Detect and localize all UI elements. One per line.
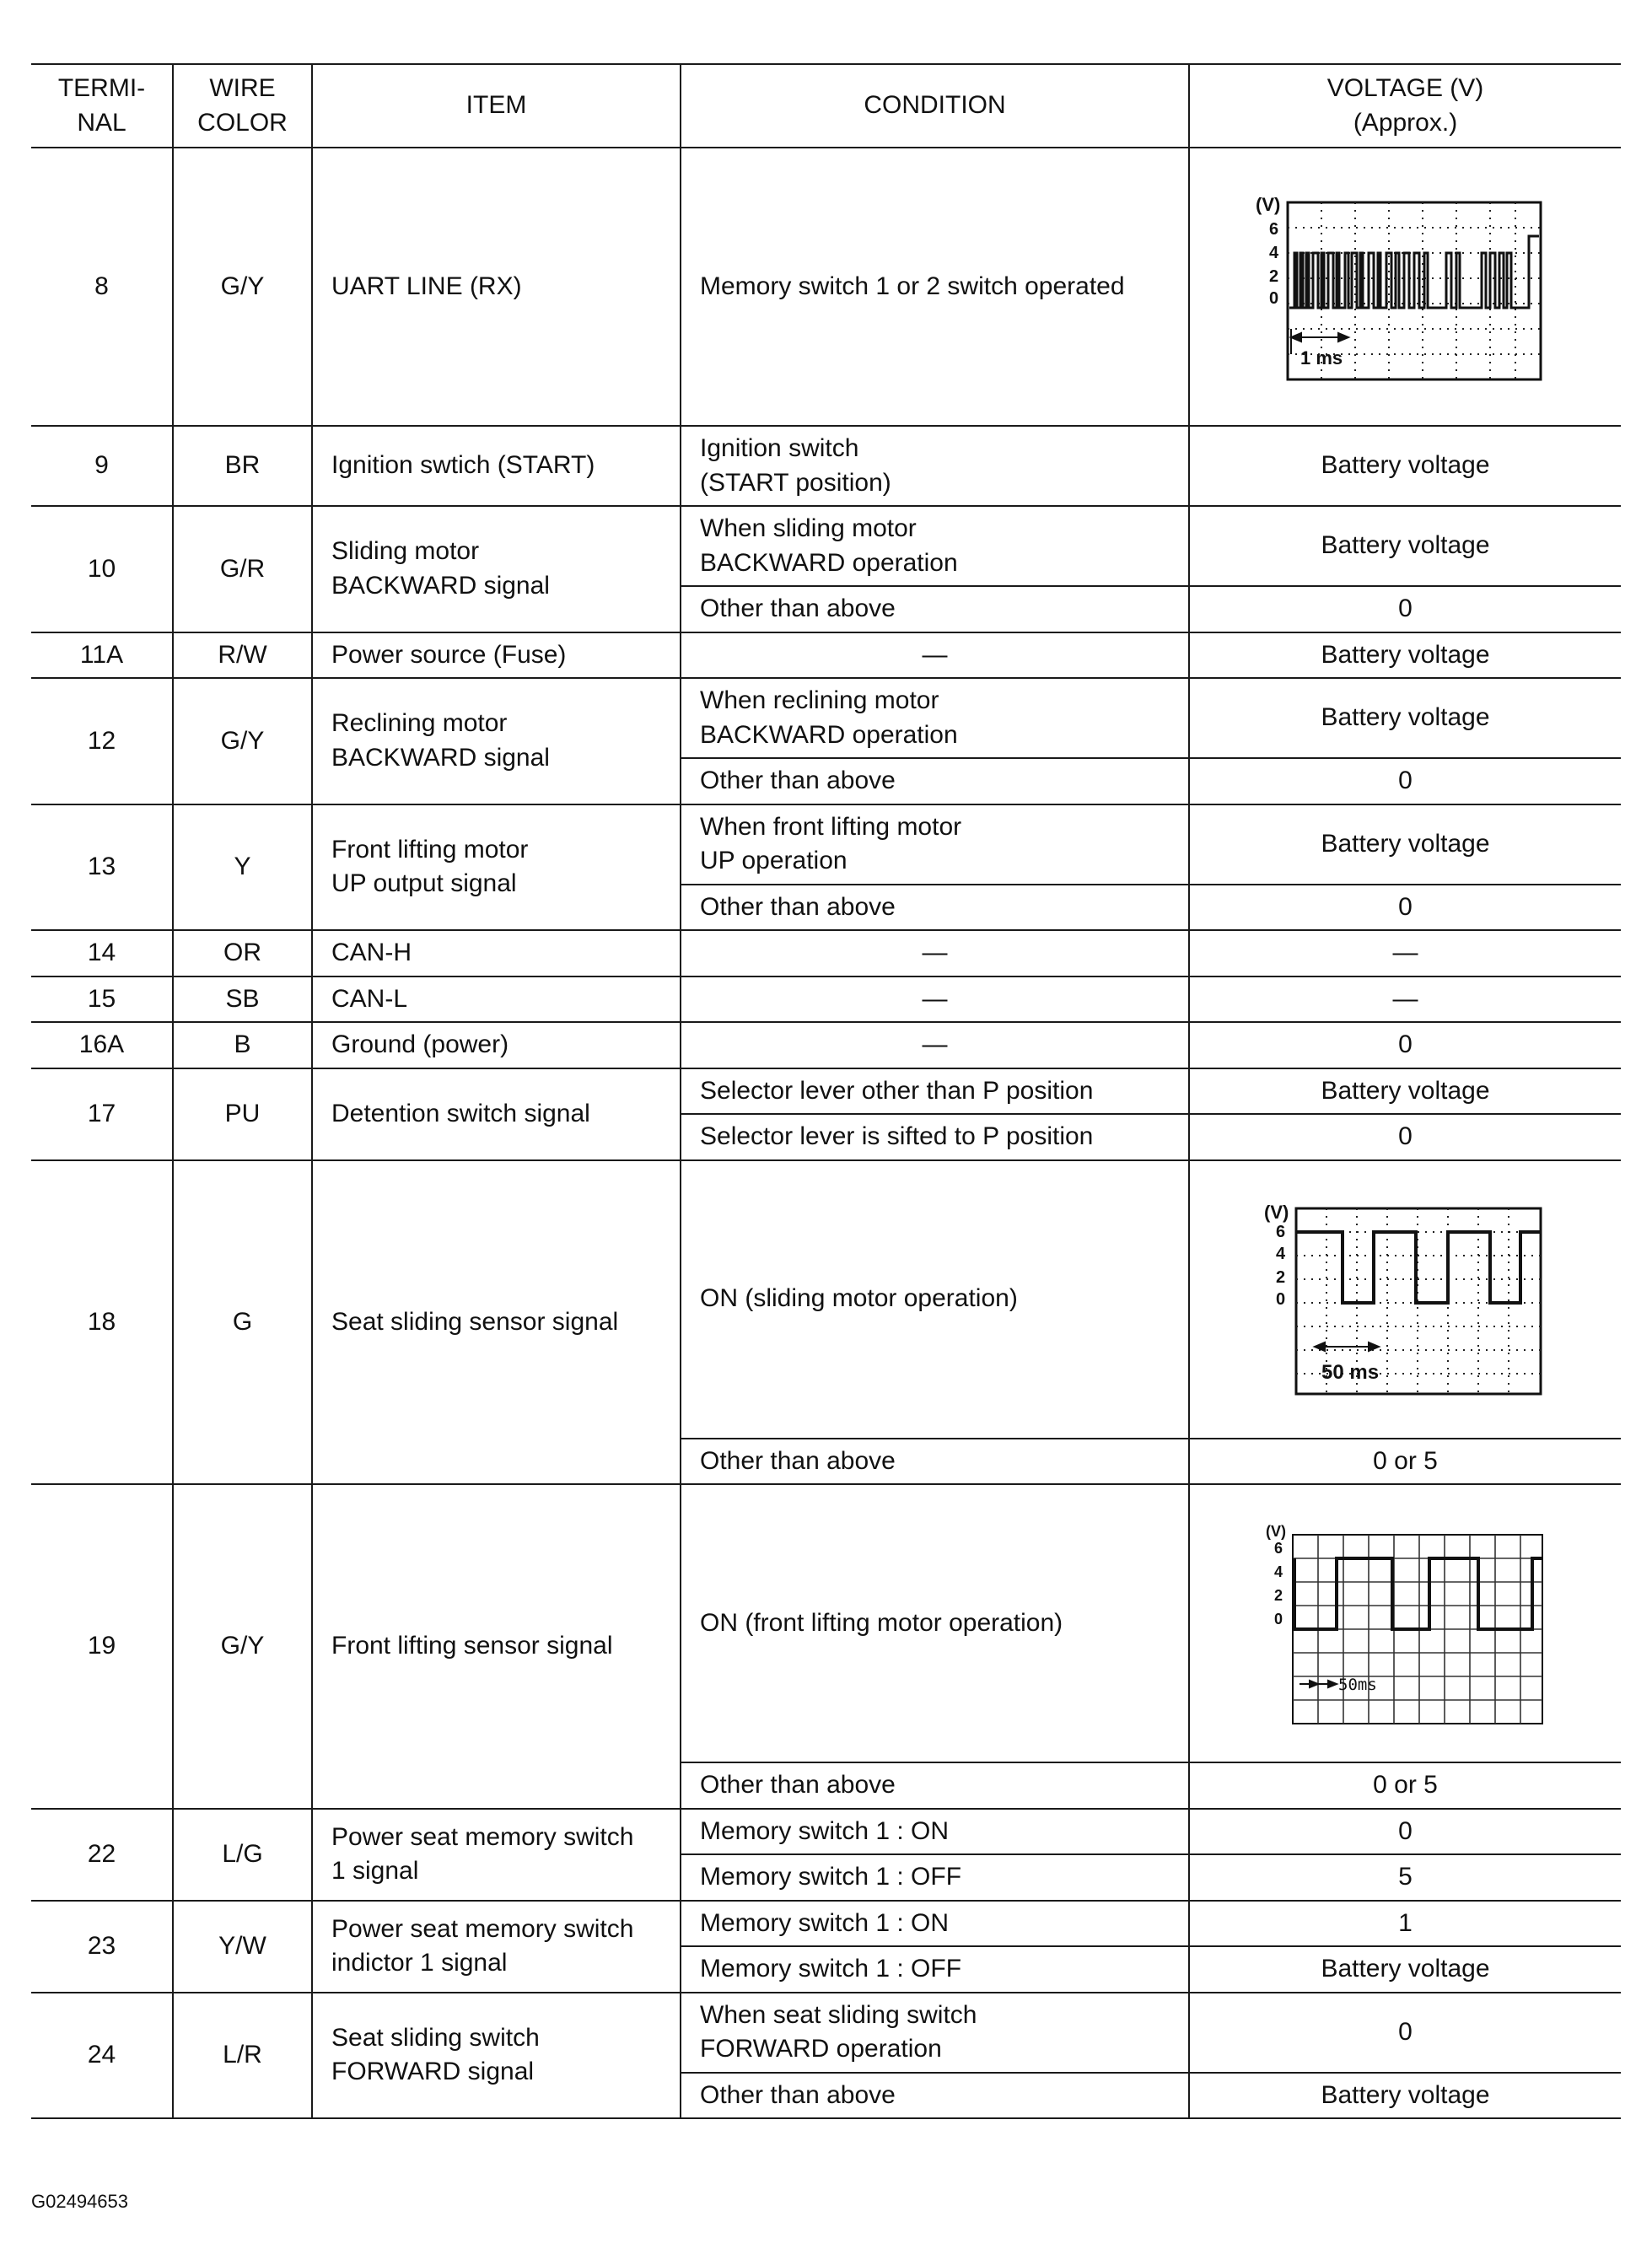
- voltage-cell: 0: [1189, 1114, 1621, 1160]
- scope-tick-0: 0: [1268, 289, 1278, 308]
- voltage-cell: [1189, 1484, 1621, 1762]
- wire-color-cell: G/R: [173, 506, 312, 632]
- wire-color-cell: L/G: [173, 1809, 312, 1901]
- terminal-cell: 9: [31, 426, 173, 506]
- item-cell: Power seat memory switch indictor 1 signal: [312, 1901, 681, 1993]
- table-row: [31, 506, 1621, 586]
- voltage-cell: Battery voltage: [1189, 2073, 1621, 2119]
- condition-cell: Other than above: [681, 586, 1189, 632]
- condition-cell: ON (sliding motor operation): [681, 1160, 1189, 1439]
- voltage-cell: Battery voltage: [1189, 804, 1621, 885]
- scope-tick-6: 6: [1268, 220, 1278, 239]
- terminal-cell: 8: [31, 148, 173, 426]
- voltage-cell: 0: [1189, 1993, 1621, 2073]
- voltage-cell: Battery voltage: [1189, 1946, 1621, 1993]
- scope-time-marker: [1315, 1342, 1379, 1351]
- scope-tick-2: 2: [1273, 1587, 1283, 1604]
- wire-color-cell: G/Y: [173, 678, 312, 804]
- wire-color-cell: B: [173, 1022, 312, 1068]
- table-row: [31, 1022, 1621, 1068]
- header-condition: CONDITION: [681, 64, 1189, 148]
- voltage-cell: Battery voltage: [1189, 678, 1621, 758]
- condition-cell: —: [681, 1022, 1189, 1068]
- scope-tick-4: 4: [1268, 244, 1278, 262]
- item-cell: CAN-H: [312, 930, 681, 976]
- table-row: [31, 1068, 1621, 1115]
- voltage-cell: [1189, 1160, 1621, 1439]
- voltage-cell: 0: [1189, 758, 1621, 804]
- scope-tick-2: 2: [1268, 267, 1278, 286]
- wire-color-cell: PU: [173, 1068, 312, 1160]
- item-cell: Ignition swtich (START): [312, 426, 681, 506]
- scope-unit-label: (V): [1263, 1201, 1289, 1223]
- scope-time-label: 50 ms: [1321, 1360, 1379, 1384]
- scope-tick-6: 6: [1275, 1222, 1285, 1241]
- lifting-sensor-scope: [1262, 1518, 1549, 1729]
- condition-cell: Other than above: [681, 2073, 1189, 2119]
- condition-cell: —: [681, 976, 1189, 1023]
- wire-color-cell: BR: [173, 426, 312, 506]
- scope-time-label: 1 ms: [1300, 347, 1343, 369]
- terminal-cell: 23: [31, 1901, 173, 1993]
- voltage-cell: 0: [1189, 1022, 1621, 1068]
- voltage-cell: —: [1189, 930, 1621, 976]
- sliding-sensor-scope: [1262, 1198, 1549, 1401]
- condition-cell: Memory switch 1 : OFF: [681, 1946, 1189, 1993]
- condition-cell: Memory switch 1 : ON: [681, 1809, 1189, 1855]
- table-row: [31, 1160, 1621, 1439]
- table-row: [31, 632, 1621, 679]
- item-cell: Seat sliding sensor signal: [312, 1160, 681, 1485]
- condition-cell: Memory switch 1 or 2 switch operated: [681, 148, 1189, 426]
- voltage-cell: 0: [1189, 1809, 1621, 1855]
- item-cell: Seat sliding switch FORWARD signal: [312, 1993, 681, 2119]
- header-voltage: VOLTAGE (V) (Approx.): [1189, 64, 1621, 148]
- item-cell: Power seat memory switch 1 signal: [312, 1809, 681, 1901]
- scope-tick-2: 2: [1275, 1267, 1285, 1287]
- terminal-cell: 15: [31, 976, 173, 1023]
- terminal-cell: 18: [31, 1160, 173, 1485]
- table-row: [31, 976, 1621, 1023]
- scope-tick-4: 4: [1275, 1244, 1285, 1263]
- table-row: [31, 930, 1621, 976]
- scope-tick-0: 0: [1273, 1611, 1283, 1627]
- condition-cell: ON (front lifting motor operation): [681, 1484, 1189, 1762]
- item-cell: Front lifting motor UP output signal: [312, 804, 681, 931]
- condition-cell: When seat sliding switch FORWARD operation: [681, 1993, 1189, 2073]
- condition-cell: Memory switch 1 : OFF: [681, 1854, 1189, 1901]
- item-cell: Power source (Fuse): [312, 632, 681, 679]
- terminal-cell: 19: [31, 1484, 173, 1809]
- terminal-cell: 13: [31, 804, 173, 931]
- figure-code: G02494653: [31, 2191, 128, 2212]
- item-cell: Ground (power): [312, 1022, 681, 1068]
- header-row: [31, 64, 1621, 148]
- table-row: [31, 426, 1621, 506]
- scope-unit-label: (V): [1255, 194, 1280, 215]
- condition-cell: Other than above: [681, 1762, 1189, 1809]
- terminal-cell: 14: [31, 930, 173, 976]
- terminal-cell: 10: [31, 506, 173, 632]
- condition-cell: Memory switch 1 : ON: [681, 1901, 1189, 1947]
- terminal-voltage-table: [31, 63, 1621, 2119]
- scope-tick-0: 0: [1275, 1289, 1285, 1309]
- table-row: [31, 678, 1621, 758]
- uart-waveform-trace: [1289, 236, 1539, 308]
- condition-cell: Ignition switch (START position): [681, 426, 1189, 506]
- item-cell: CAN-L: [312, 976, 681, 1023]
- wire-color-cell: L/R: [173, 1993, 312, 2119]
- voltage-cell: [1189, 148, 1621, 426]
- scope-tick-4: 4: [1273, 1563, 1283, 1580]
- scope-unit-label: (V): [1265, 1523, 1286, 1540]
- voltage-cell: —: [1189, 976, 1621, 1023]
- table-row: [31, 1809, 1621, 1855]
- condition-cell: When reclining motor BACKWARD operation: [681, 678, 1189, 758]
- lifting-sensor-trace: [1294, 1558, 1542, 1629]
- condition-cell: —: [681, 632, 1189, 679]
- table-row: [31, 1484, 1621, 1762]
- condition-cell: When sliding motor BACKWARD operation: [681, 506, 1189, 586]
- table-row: [31, 148, 1621, 426]
- voltage-cell: Battery voltage: [1189, 506, 1621, 586]
- item-cell: Reclining motor BACKWARD signal: [312, 678, 681, 804]
- voltage-cell: 1: [1189, 1901, 1621, 1947]
- wire-color-cell: Y/W: [173, 1901, 312, 1993]
- wire-color-cell: G/Y: [173, 1484, 312, 1809]
- item-cell: UART LINE (RX): [312, 148, 681, 426]
- uart-waveform-scope: [1254, 186, 1558, 388]
- voltage-cell: Battery voltage: [1189, 632, 1621, 679]
- terminal-cell: 12: [31, 678, 173, 804]
- terminal-cell: 24: [31, 1993, 173, 2119]
- condition-cell: Other than above: [681, 885, 1189, 931]
- scope-time-label: 50ms: [1337, 1676, 1377, 1694]
- terminal-cell: 16A: [31, 1022, 173, 1068]
- table-body: [31, 148, 1621, 2118]
- terminal-cell: 11A: [31, 632, 173, 679]
- item-cell: Front lifting sensor signal: [312, 1484, 681, 1809]
- voltage-cell: 0: [1189, 885, 1621, 931]
- wire-color-cell: G/Y: [173, 148, 312, 426]
- scope-tick-6: 6: [1273, 1540, 1283, 1557]
- voltage-cell: 0: [1189, 586, 1621, 632]
- condition-cell: —: [681, 930, 1189, 976]
- voltage-cell: Battery voltage: [1189, 1068, 1621, 1115]
- item-cell: Sliding motor BACKWARD signal: [312, 506, 681, 632]
- header-wire-color: WIRE COLOR: [173, 64, 312, 148]
- condition-cell: When front lifting motor UP operation: [681, 804, 1189, 885]
- voltage-cell: 0 or 5: [1189, 1439, 1621, 1485]
- voltage-cell: Battery voltage: [1189, 426, 1621, 506]
- condition-cell: Selector lever other than P position: [681, 1068, 1189, 1115]
- terminal-cell: 17: [31, 1068, 173, 1160]
- header-item: ITEM: [312, 64, 681, 148]
- table-row: [31, 804, 1621, 885]
- header-terminal: TERMI- NAL: [31, 64, 173, 148]
- wire-color-cell: Y: [173, 804, 312, 931]
- wire-color-cell: SB: [173, 976, 312, 1023]
- wire-color-cell: OR: [173, 930, 312, 976]
- condition-cell: Other than above: [681, 1439, 1189, 1485]
- item-cell: Detention switch signal: [312, 1068, 681, 1160]
- wire-color-cell: G: [173, 1160, 312, 1485]
- wire-color-cell: R/W: [173, 632, 312, 679]
- condition-cell: Other than above: [681, 758, 1189, 804]
- condition-cell: Selector lever is sifted to P position: [681, 1114, 1189, 1160]
- table-row: [31, 1901, 1621, 1947]
- voltage-cell: 5: [1189, 1854, 1621, 1901]
- voltage-cell: 0 or 5: [1189, 1762, 1621, 1809]
- terminal-cell: 22: [31, 1809, 173, 1901]
- table-row: [31, 1993, 1621, 2073]
